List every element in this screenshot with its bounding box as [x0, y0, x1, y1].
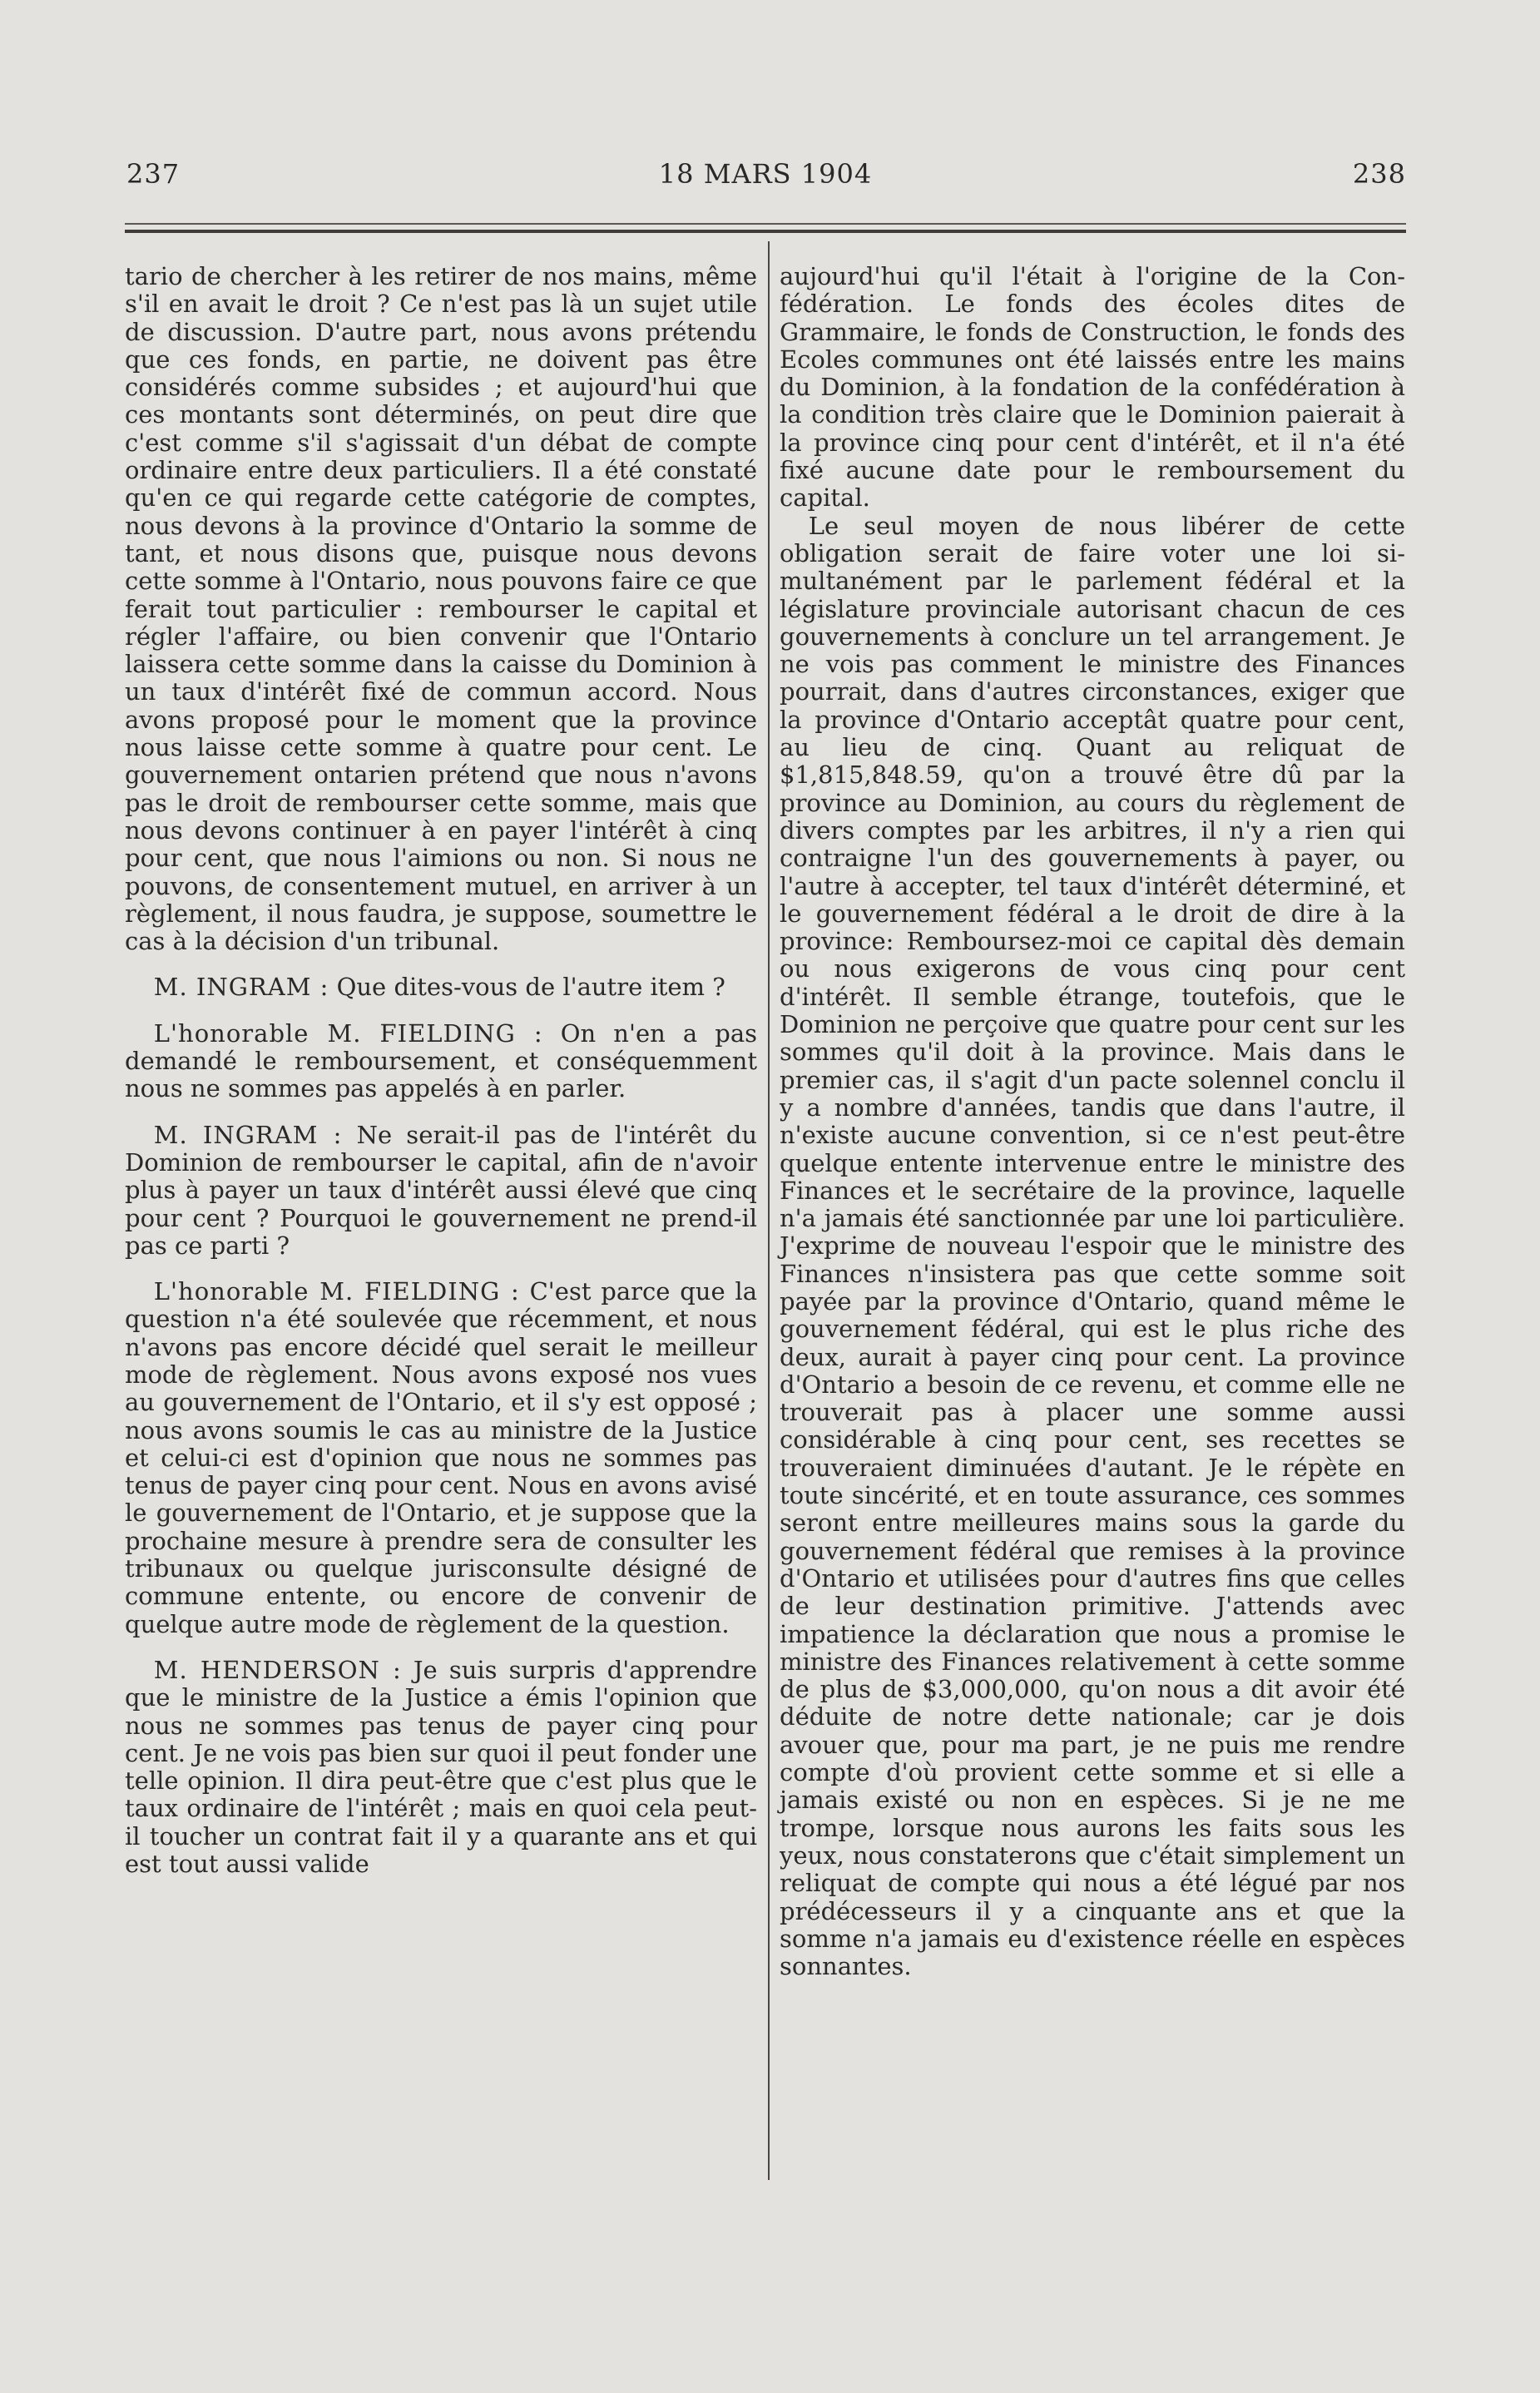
speaker-name: L'honorable M. FIELDING : — [153, 1018, 543, 1048]
speaker-name: M. INGRAM : — [153, 1120, 343, 1149]
speech-text: Que dites-vous de l'autre item ? — [329, 973, 725, 1002]
speech-paragraph — [125, 1278, 757, 1638]
speech-text: C'est parce que la question n'a été soulevée que récemment, et nous n'avons pas encore décidé quel serait le meilleur mode de règlement. Nous avons exposé nos vues au gouvernement de l'Ontario, et il s'y est opposé ; nous avons soumis le cas au ministre de la Justice et celui-ci est d'opinion que nous ne sommes pas tenus de payer cinq pour cent. Nous en avons avisé le gouvernement de l'Ontario, et je suppose que la prochaine mesure à prendre sera de consulter les tribunaux ou quelque jurisconsulte désigné de commune entente, ou encore de convenir de quelque autre mode de règlement de la question. — [125, 1277, 757, 1638]
speaker-name: L'honorable M. FIELDING : — [153, 1277, 520, 1306]
paragraph — [780, 263, 1405, 513]
speech-paragraph — [125, 1122, 757, 1260]
header-rule-thin — [125, 223, 1406, 225]
column-divider — [768, 241, 770, 2180]
page-number-right: 238 — [1352, 158, 1406, 190]
paragraph — [780, 513, 1405, 1981]
page-number-left: 237 — [126, 158, 181, 190]
speech-text: Ne serait-il pas de l'intérêt du Dominion de rembourser le capital, afin de n'avoir plus à payer un taux d'intérêt aussi élevé que cinq pour cent ? Pourquoi le gouvernement ne prend-il pas ce parti ? — [125, 1120, 757, 1260]
speaker-name: M. INGRAM : — [153, 973, 329, 1002]
running-title: 18 MARS 1904 — [658, 158, 873, 190]
running-header — [125, 158, 1406, 200]
speech-text: On n'en a pas demandé le remboursement, et conséquemment nous ne sommes pas appelés à en parler. — [125, 1018, 758, 1103]
header-rule-thick — [125, 230, 1406, 233]
paragraph-text: Le seul moyen de nous libérer de cette obligation serait de faire voter une loi simultanément par le parlement fédéral et la législature provinciale autorisant chacun de ces gouvernements à conclure un tel arrangement. Je ne vois pas comment le ministre des Finances pourrait, dans d'autres circonstances, exiger que la province d'Ontario acceptât quatre pour cent, au lieu de cinq. Quant au reliquat de $1,815,848.59, qu'on a trouvé être dû par la province au Dominion, au cours du règlement de divers comptes par les arbitres, il n'y a rien qui contraigne l'un des gouvernements à payer, ou l'autre à accepter, tel taux d'intérêt déterminé, et le gouvernement fédéral a le droit de dire à la province: Remboursez-moi ce capital dès demain ou nous exigerons de vous cinq pour cent d'intérêt. Il semble étrange, toutefois, que le Dominion ne perçoive que quatre pour cent sur les sommes qu'il doit à la province. Mais dans le premier cas, il s'agit d'un pacte solennel conclu il y a nombre d'années, tandis que dans l'autre, il n'existe aucune convention, si ce n'est peut-être quelque entente intervenue entre le ministre des Finances et le secrétaire de la province, laquelle n'a jamais été sanctionnée par une loi particulière. J'exprime de nouveau l'espoir que le ministre des Finances n'insistera pas que cette somme soit payée par la province d'Ontario, quand même le gouvernement fédéral, qui est le plus riche des deux, aurait à payer cinq pour cent. La province d'Ontario a besoin de ce revenu, et comme elle ne trouverait pas à placer une somme aussi considérable à cinq pour cent, ses recettes se trouveraient diminuées d'autant. Je le répète en toute sincérité, et en toute assurance, ces sommes seront entre meilleures mains sous la garde du gouvernement fédéral que remises à la province d'Ontario et utilisées pour d'autres fins que celles de leur destination primitive. J'attends avec impatience la déclaration que nous a promise le ministre des Finances relativement à cette somme de plus de $3,000,000, qu'on nous a dit avoir été déduite de notre dette nationale; car je dois avouer que, pour ma part, je ne puis me rendre compte d'où provient cette somme et si elle a jamais existé ou non en espèces. Si je ne me trompe, lorsque nous aurons les faits sous les yeux, nous constaterons que c'était simplement un reliquat de compte qui nous a été légué par nos prédécesseurs il y a cinquante ans et que la somme n'a jamais eu d'existence réelle en espèces sonnantes. — [780, 511, 1405, 1981]
left-column — [125, 263, 757, 1878]
paragraph — [125, 263, 757, 955]
speech-paragraph — [125, 1020, 757, 1103]
speech-paragraph — [125, 974, 757, 1001]
right-column — [780, 263, 1405, 1980]
paragraph-text: aujourd'hui qu'il l'était à l'origine de la Confédération. Le fonds des écoles dites de Grammaire, le fonds de Construction, le fonds des Ecoles communes ont été laissés entre les mains du Dominion, à la fondation de la confédération à la condition très claire que le Dominion paierait à la province cinq pour cent d'intérêt, et il n'a été fixé aucune date pour le remboursement du capital. — [780, 262, 1405, 513]
speech-paragraph — [125, 1657, 757, 1878]
speech-text: Je suis surpris d'apprendre que le ministre de la Justice a émis l'opinion que nous ne sommes pas tenus de payer cinq pour cent. Je ne vois pas bien sur quoi il peut fonder une telle opinion. Il dira peut-être que c'est plus que le taux ordinaire de l'intérêt ; mais en quoi cela peut-il toucher un contrat fait il y a quarante ans et qui est tout aussi valide — [125, 1655, 757, 1879]
speaker-name: M. HENDERSON : — [153, 1655, 402, 1684]
paragraph-text: tario de chercher à les retirer de nos mains, même s'il en avait le droit ? Ce n'est pas là un sujet utile de discussion. D'autre part, nous avons prétendu que ces fonds, en partie, ne doivent pas être considérés comme subsides ; et aujourd'hui que ces montants sont déterminés, on peut dire que c'est comme s'il s'agissait d'un débat de compte ordinaire entre deux particuliers. Il a été constaté qu'en ce qui regarde cette catégorie de comptes, nous devons à la province d'Ontario la somme de tant, et nous disons que, puisque nous devons cette somme à l'Ontario, nous pouvons faire ce que ferait tout particulier : rembourser le capital et régler l'affaire, ou bien convenir que l'Ontario laissera cette somme dans la caisse du Dominion à un taux d'intérêt fixé de commun accord. Nous avons proposé pour le moment que la province nous laisse cette somme à quatre pour cent. Le gouvernement ontarien prétend que nous n'avons pas le droit de rembourser cette somme, mais que nous devons continuer à en payer l'intérêt à cinq pour cent, que nous l'aimions ou non. Si nous ne pouvons, de consentement mutuel, en arriver à un règlement, il nous faudra, je suppose, soumettre le cas à la décision d'un tribunal. — [125, 262, 757, 956]
